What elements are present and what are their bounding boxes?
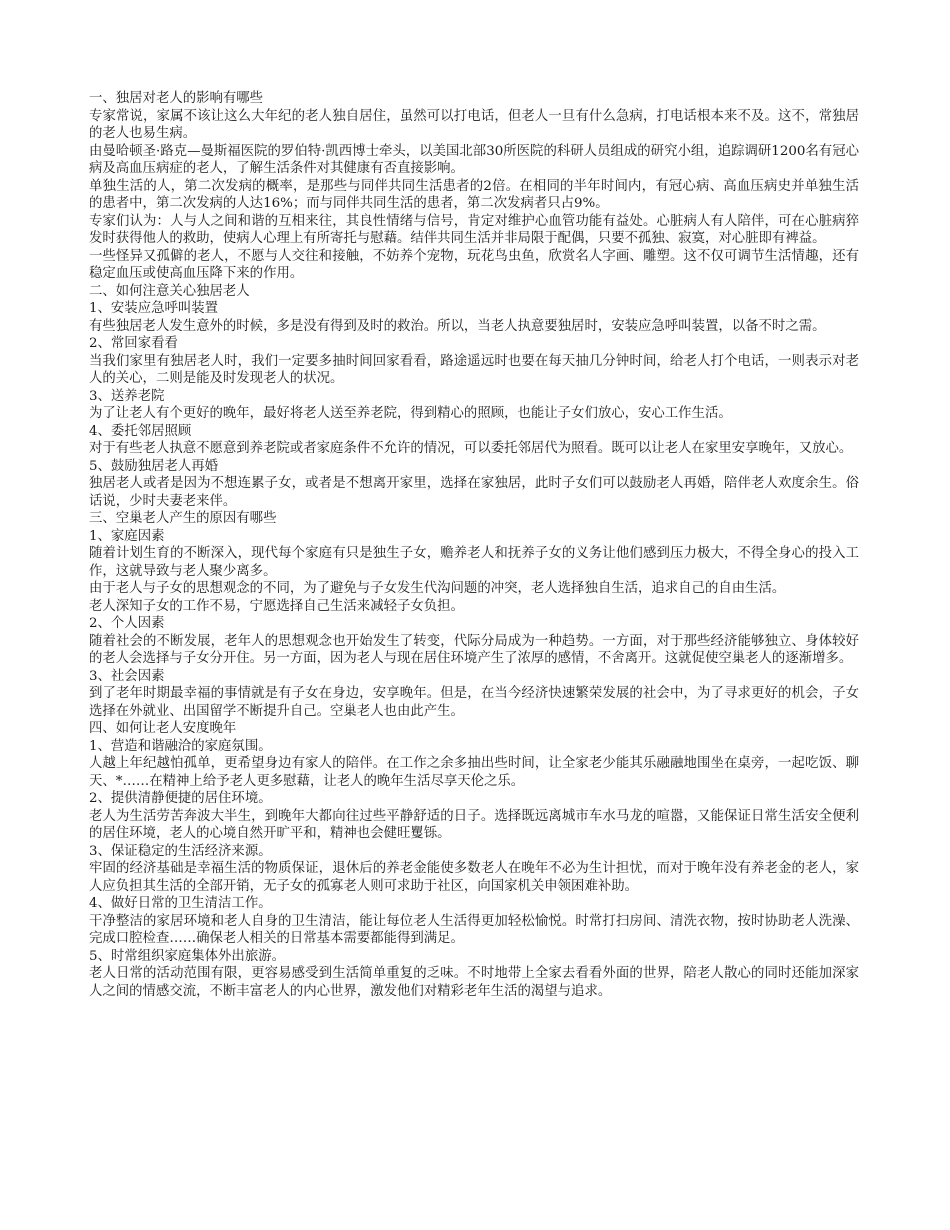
subheading: 3、送养老院: [89, 388, 165, 404]
paragraph: 老人深知子女的工作不易，宁愿选择自己生活来减轻子女负担。: [89, 598, 464, 614]
paragraph: 干净整洁的家居环境和老人自身的卫生清洁，能让每位老人生活得更加轻松愉悦。时常打扫房间、清洗衣物，按时协助老人洗澡、完成口腔检查……确保老人相关的日常基本需要都能得到满足。: [89, 913, 859, 946]
paragraph: 随着计划生育的不断深入，现代每个家庭有只是独生子女，赡养老人和抚养子女的义务让他们感到压力极大，不得全身心的投入工作，这就导致与老人聚少离多。: [89, 546, 859, 579]
paragraph: 单独生活的人，第二次发病的概率，是那些与同伴共同生活患者的2倍。在相同的半年时间内，有冠心病、高血压病史并单独生活的患者中，第二次发病的人达16%；而与同伴共同生活的患者，第二次发病者只占9%。: [89, 178, 859, 211]
subheading: 2、个人因素: [89, 616, 165, 631]
paragraph: 老人日常的活动范围有限，更容易感受到生活简单重复的乏味。不时地带上全家去看看外面的世界，陪老人散心的同时还能加深家人之间的情感交流，不断丰富老人的内心世界，激发他们对精彩老年生活的渴望与追求。: [89, 966, 859, 999]
subheading: 3、社会因素: [89, 668, 165, 684]
section-heading-2: 二、如何注意关心独居老人: [89, 283, 250, 299]
paragraph: 随着社会的不断发展，老年人的思想观念也开始发生了转变，代际分局成为一种趋势。一方面，对于那些经济能够独立、身体较好的老人会选择与子女分开住。另一方面，因为老人与现在居住环境产生了浓厚的感情，不舍离开。这就促使空巢老人的逐渐增多。: [89, 633, 859, 666]
subheading: 5、时常组织家庭集体外出旅游。: [89, 948, 285, 964]
paragraph: 当我们家里有独居老人时，我们一定要多抽时间回家看看，路途遥远时也要在每天抽几分钟时间，给老人打个电话，一则表示对老人的关心，二则是能及时发现老人的状况。: [89, 353, 859, 386]
section-heading-4: 四、如何让老人安度晚年: [89, 721, 237, 736]
section-heading-3: 三、空巢老人产生的原因有哪些: [89, 511, 277, 526]
section-heading-1: 一、独居对老人的影响有哪些: [89, 91, 264, 106]
paragraph: 独居老人或者是因为不想连累子女，或者是不想离开家里，选择在家独居，此时子女们可以鼓励老人再婚，陪伴老人欢度余生。俗话说，少时夫妻老来伴。: [89, 476, 859, 509]
subheading: 1、营造和谐融洽的家庭氛围。: [89, 738, 272, 754]
paragraph: 专家常说，家属不该让这么大年纪的老人独自居住，虽然可以打电话，但老人一旦有什么急病，打电话根本来不及。这不，常独居的老人也易生病。: [89, 108, 859, 141]
subheading: 5、鼓励独居老人再婚: [89, 458, 219, 474]
subheading: 2、常回家看看: [89, 336, 178, 351]
paragraph: 一些怪异又孤僻的老人，不愿与人交往和接触，不妨养个宠物，玩花鸟虫鱼，欣赏名人字画、雕塑。这不仅可调节生活情趣，还有稳定血压或使高血压降下来的作用。: [89, 248, 859, 281]
paragraph: 为了让老人有个更好的晚年，最好将老人送至养老院，得到精心的照顾，也能让子女们放心，安心工作生活。: [89, 406, 732, 421]
subheading: 4、委托邻居照顾: [89, 423, 192, 439]
paragraph: 老人为生活劳苦奔波大半生，到晚年大都向往过些平静舒适的日子。选择既远离城市车水马龙的喧嚣，又能保证日常生活安全便利的居住环境，老人的心境自然开旷平和，精神也会健旺矍铄。: [89, 808, 859, 841]
document-body: [89, 90, 859, 1000]
subheading: 1、家庭因素: [89, 528, 165, 544]
paragraph: 由于老人与子女的思想观念的不同，为了避免与子女发生代沟问题的冲突，老人选择独自生活，追求自己的自由生活。: [89, 581, 786, 596]
paragraph: 专家们认为：人与人之间和谐的互相来往，其良性情绪与信号，肯定对维护心血管功能有益处。心脏病人有人陪伴，可在心脏病猝发时获得他人的救助，使病人心理上有所寄托与慰藉。结伴共同生活并非局限于配偶，只要不孤独、寂寞，对心脏即有裨益。: [89, 213, 859, 246]
subheading: 3、保证稳定的生活经济来源。: [89, 843, 272, 859]
paragraph: 人越上年纪越怕孤单，更希望身边有家人的陪伴。在工作之余多抽出些时间，让全家老少能其乐融融地围坐在桌旁，一起吃饭、聊天、*……在精神上给予老人更多慰藉，让老人的晚年生活尽享天伦之乐。: [89, 756, 859, 789]
paragraph: 由曼哈顿圣·路克—曼斯福医院的罗伯特·凯西博士牵头，以美国北部30所医院的科研人员组成的研究小组，追踪调研1200名有冠心病及高血压病症的老人，了解生活条件对其健康有否直接影响。: [89, 143, 859, 176]
paragraph: 有些独居老人发生意外的时候，多是没有得到及时的救治。所以，当老人执意要独居时，安装应急呼叫装置，以备不时之需。: [89, 318, 826, 334]
paragraph: 到了老年时期最幸福的事情就是有子女在身边，安享晚年。但是，在当今经济快速繁荣发展的社会中，为了寻求更好的机会，子女选择在外就业、出国留学不断提升自己。空巢老人也由此产生。: [89, 686, 859, 719]
subheading: 2、提供清静便捷的居住环境。: [89, 791, 272, 806]
subheading: 4、做好日常的卫生清洁工作。: [89, 896, 272, 911]
paragraph: 对于有些老人执意不愿意到养老院或者家庭条件不允许的情况，可以委托邻居代为照看。既可以让老人在家里安享晚年，又放心。: [89, 441, 853, 456]
paragraph: 牢固的经济基础是幸福生活的物质保证，退休后的养老金能使多数老人在晚年不必为生计担忧，而对于晚年没有养老金的老人，家人应负担其生活的全部开销，无子女的孤寡老人则可求助于社区，向国家机关申领困难补助。: [89, 861, 859, 894]
subheading: 1、安装应急呼叫装置: [89, 301, 219, 316]
